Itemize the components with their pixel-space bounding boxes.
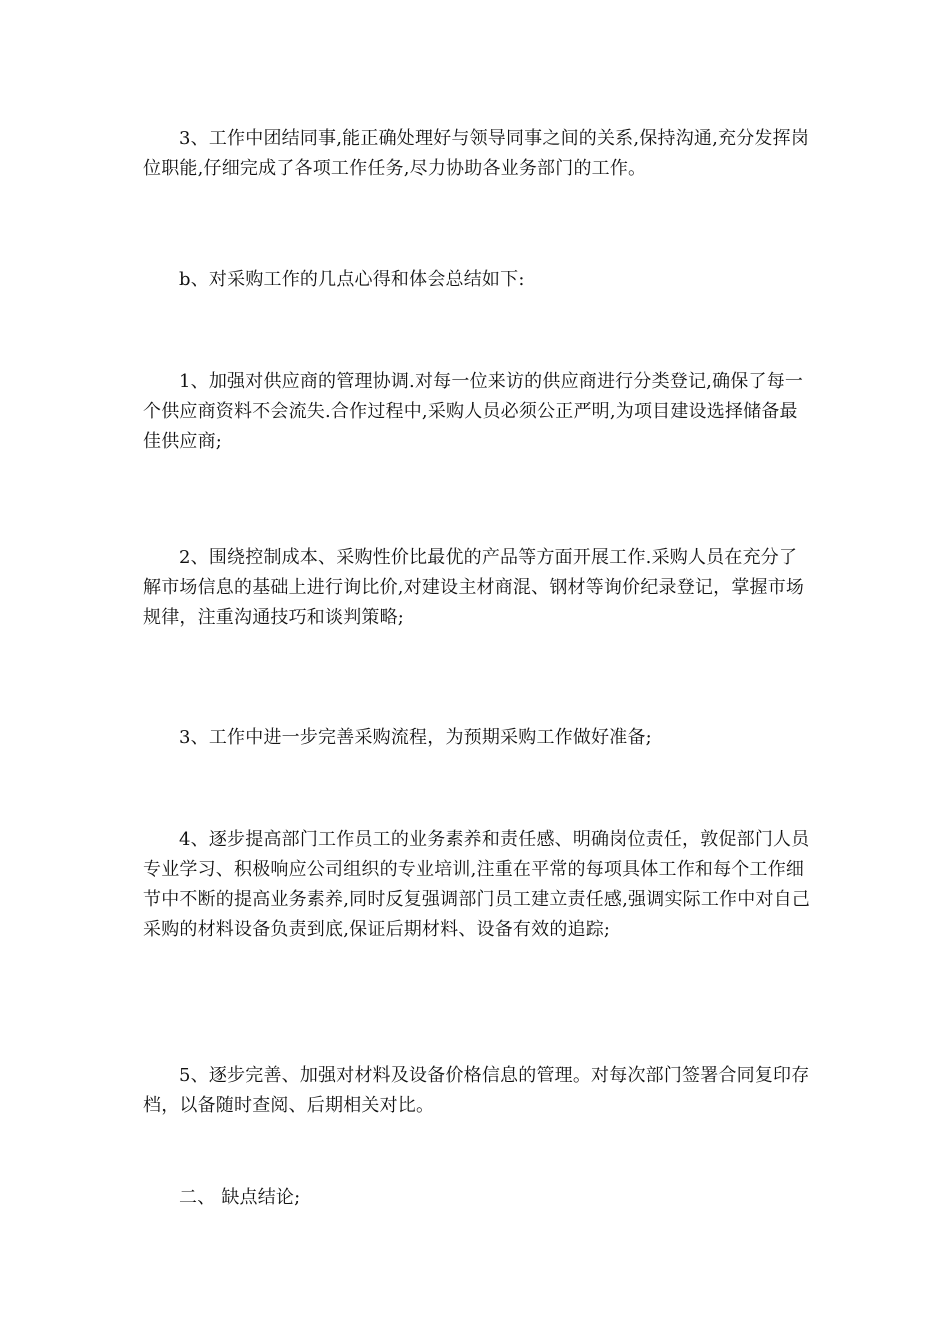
- paragraph-staff-training: 4、逐步提高部门工作员工的业务素养和责任感、明确岗位责任，敦促部门人员专业学习、积极响应公司组织的专业培训,注重在平常的每项具体工作和每个工作细节中不断的提高业务素养,同时反复强调部门员工建立责任感,强调实际工作中对自己采购的材料设备负责到底,保证后期材料、设备有效的追踪;: [143, 829, 811, 940]
- paragraph-cost-control: 2、围绕控制成本、采购性价比最优的产品等方面开展工作.采购人员在充分了解市场信息的基础上进行询比价,对建设主材商混、钢材等询价纪录登记，掌握市场规律，注重沟通技巧和谈判策略;: [143, 547, 805, 628]
- paragraph-teamwork: 3、工作中团结同事,能正确处理好与领导同事之间的关系,保持沟通,充分发挥岗位职能,仔细完成了各项工作任务,尽力协助各业务部门的工作。: [143, 128, 810, 179]
- paragraph-supplier-management: 1、加强对供应商的管理协调.对每一位来访的供应商进行分类登记,确保了每一个供应商资料不会流失.合作过程中,采购人员必须公正严明,为项目建设选择储备最佳供应商;: [143, 371, 804, 452]
- section-heading-shortcomings: 二、 缺点结论;: [179, 1187, 301, 1208]
- paragraph-purchasing-summary-heading: b、对采购工作的几点心得和体会总结如下:: [179, 269, 525, 290]
- paragraph-process-improvement: 3、工作中进一步完善采购流程，为预期采购工作做好准备;: [179, 727, 652, 748]
- paragraph-price-information: 5、逐步完善、加强对材料及设备价格信息的管理。对每次部门签署合同复印存档，以备随时查阅、后期相关对比。: [143, 1065, 810, 1116]
